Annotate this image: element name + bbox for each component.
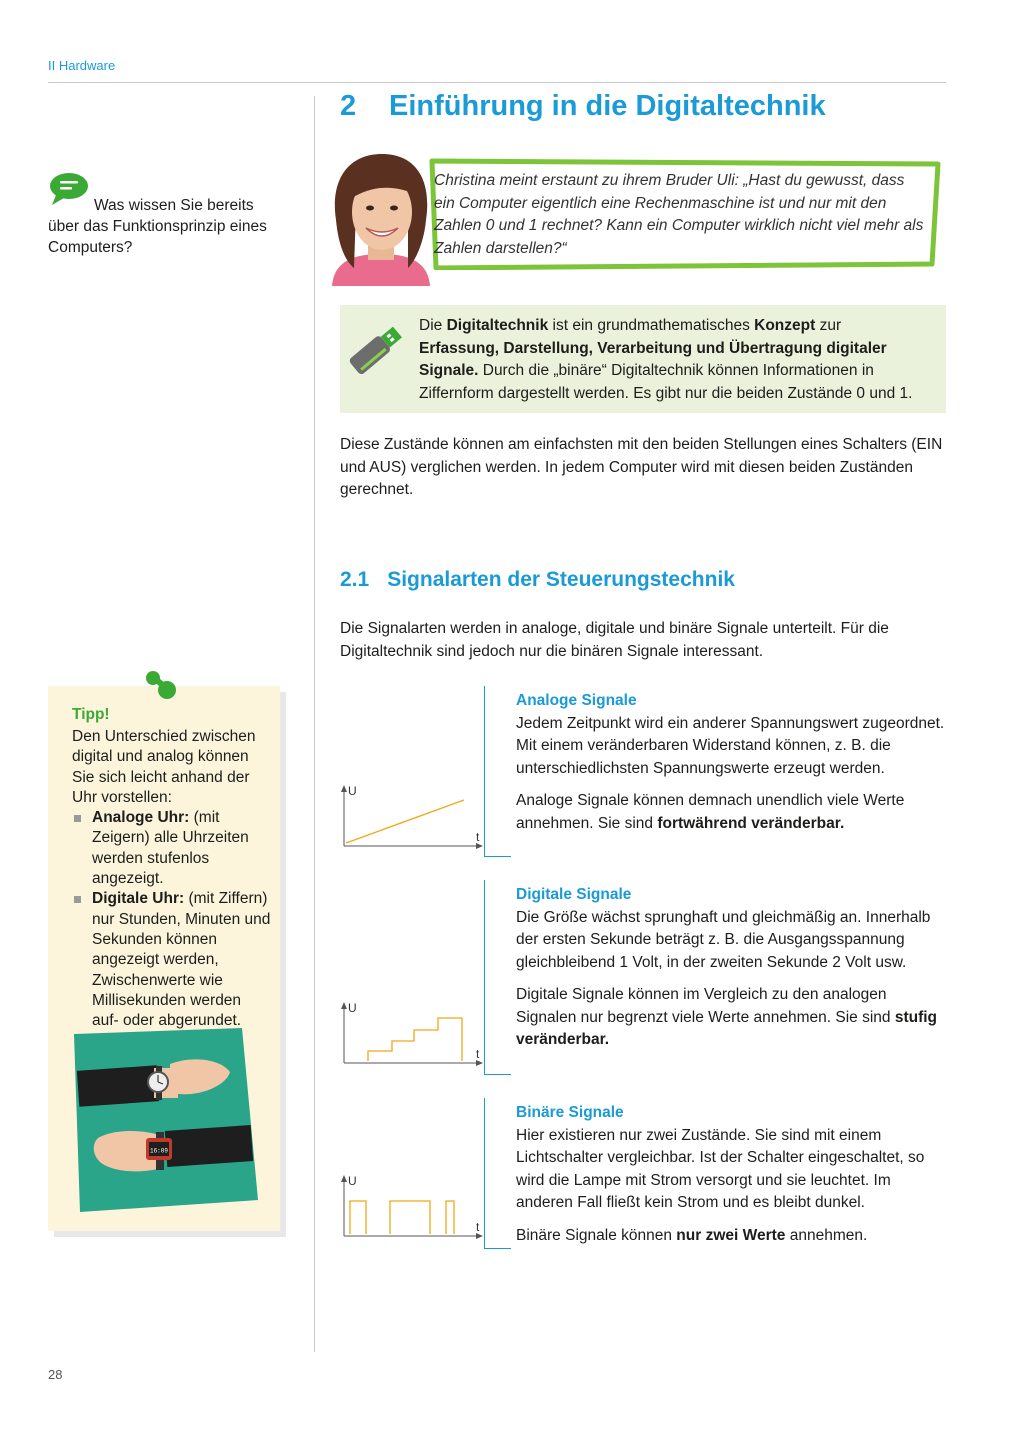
- binary-signal-pulses: [350, 1201, 454, 1234]
- digital-text-2b: stufig veränderbar.: [516, 1008, 938, 1048]
- tip-title: Tipp!: [72, 706, 110, 723]
- def-term-processing: Erfassung, Darstellung, Verarbeitung und Übertragung digitaler Signale.: [419, 339, 887, 379]
- analog-text-1: Jedem Zeitpunkt wird ein anderer Spannungswert zugeordnet. Mit einem veränderbaren Widerstand können, z. B. die unterschiedlichsten Spannungswerte erzeugt werden.: [516, 714, 945, 777]
- header-rule: [48, 82, 946, 83]
- graph-x-label: t: [476, 1220, 480, 1234]
- running-head: II Hardware: [48, 58, 116, 73]
- analog-text-2a: Analoge Signale können demnach unendlich viele Werte annehmen. Sie sind: [516, 792, 905, 832]
- definition-text: [419, 315, 919, 405]
- binary-text-2a: Binäre Signale können: [516, 1226, 677, 1244]
- side-question: [48, 195, 298, 258]
- tip-item-digital-text: (mit Ziffern) nur Stunden, Minuten und Sekunden können angezeigt werden, Zwischenwerte wie Millisekunden werden auf- oder abgerundet.: [92, 890, 271, 1030]
- def-term-digitaltechnik: Digitaltechnik: [446, 317, 549, 334]
- usb-stick-icon: [344, 318, 408, 382]
- analog-title: Analoge Signale: [516, 692, 637, 709]
- analog-signal-graph: [338, 782, 486, 854]
- binary-text-2b: nur zwei Werte: [676, 1226, 786, 1244]
- intro-paragraph: Diese Zustände können am einfachsten mit den beiden Stellungen eines Schalters (EIN und AUS) verglichen werden. In jedem Computer wird mit diesen beiden Zuständen gerechnet.: [340, 436, 943, 498]
- def-text-part: zur: [815, 317, 842, 334]
- binary-title: Binäre Signale: [516, 1104, 624, 1121]
- digital-text-2a: Digitale Signale können im Vergleich zu den analogen Signalen nur begrenzt viele Werte annehmen. Sie sind: [516, 986, 895, 1026]
- side-question-line-1: Was wissen Sie bereits: [94, 197, 254, 214]
- side-question-line-2: über das Funktionsprinzip eines: [48, 218, 267, 235]
- section-intro: Die Signalarten werden in analoge, digitale und binäre Signale unterteilt. Für die Digitaltechnik sind jedoch nur die binären Signale interessant.: [340, 620, 889, 660]
- page-number: 28: [48, 1367, 63, 1382]
- def-text-part: Durch die „binäre“ Digitaltechnik können Informationen in Ziffernform dargestellt werden. Es gibt nur die beiden Zustände 0 und 1.: [419, 362, 913, 402]
- tip-item-digital: [72, 889, 272, 1031]
- binary-text-1: Hier existieren nur zwei Zustände. Sie sind mit einem Lichtschalter vergleichbar. Ist der Schalter eingeschaltet, so wird die Lampe mit Strom versorgt und sie leuchtet. Im anderen Fall fließt kein Strom und es bleibt dunkel.: [516, 1126, 925, 1211]
- digital-signal-block: [516, 884, 946, 1062]
- def-term-konzept: Konzept: [754, 317, 816, 334]
- tip-item-digital-label: Digitale Uhr:: [92, 890, 185, 908]
- binary-signal-graph: [338, 1172, 486, 1244]
- analog-text-2: [516, 790, 946, 835]
- digital-text-1: Die Größe wächst sprunghaft und gleichmäßig an. Innerhalb der ersten Sekunde beträgt z. B. die Ausgangsspannung gleichbleibend 1 Volt, in der zweiten Sekunde 2 Volt usw.: [516, 908, 931, 971]
- analog-signal-line: [346, 800, 464, 843]
- watch-display: 16:09: [149, 1147, 169, 1155]
- graph-x-label: t: [476, 830, 480, 844]
- binary-bracket: [484, 1098, 511, 1249]
- tip-list: [72, 808, 272, 1031]
- tip-intro: Den Unterschied zwischen digital und analog können Sie sich leicht anhand der Uhr vorstellen:: [72, 728, 256, 806]
- digital-signal-graph: [338, 999, 486, 1071]
- graph-y-label: U: [348, 784, 357, 798]
- pushpin-icon: [143, 668, 179, 702]
- portrait-image: [326, 150, 436, 286]
- binary-text-2: [516, 1225, 946, 1248]
- tip-item-analog: [72, 808, 272, 889]
- watch-illustration: [70, 1028, 260, 1214]
- side-question-line-3: Computers?: [48, 239, 133, 256]
- digital-signal-steps: [368, 1018, 462, 1061]
- binary-signal-block: [516, 1102, 946, 1257]
- tip-item-analog-label: Analoge Uhr:: [92, 809, 190, 827]
- digital-bracket: [484, 880, 511, 1075]
- digital-text-2: [516, 984, 946, 1052]
- graph-x-label: t: [476, 1047, 480, 1061]
- graph-y-label: U: [348, 1174, 357, 1188]
- section-number: 2.1: [340, 568, 370, 591]
- section-heading: Signalarten der Steuerungstechnik: [387, 568, 735, 591]
- column-rule: [314, 96, 315, 1352]
- tip-text: [72, 727, 272, 1031]
- binary-text-2c: annehmen.: [785, 1226, 868, 1244]
- graph-y-label: U: [348, 1001, 357, 1015]
- tip-item-analog-text: (mit Zeigern) alle Uhrzeiten werden stufenlos angezeigt.: [92, 809, 249, 888]
- def-text-part: ist ein grundmathematisches: [548, 317, 755, 334]
- chapter-title: Einführung in die Digitaltechnik: [389, 90, 826, 122]
- analog-text-2b: fortwährend veränderbar.: [657, 814, 845, 832]
- def-text-part: Die: [419, 317, 447, 334]
- chapter-number: 2: [340, 90, 357, 122]
- section-title: [340, 568, 735, 592]
- analog-bracket: [484, 686, 511, 857]
- analog-signal-block: [516, 690, 946, 845]
- quote-text: Christina meint erstaunt zu ihrem Bruder Uli: „Hast du gewusst, dass ein Computer eigentlich eine Rechenmaschine ist und nur mit den Zahlen 0 und 1 rechnet? Kann ein Computer wirklich nicht viel mehr als Zahlen darstellen?“: [434, 172, 924, 257]
- digital-title: Digitale Signale: [516, 886, 632, 903]
